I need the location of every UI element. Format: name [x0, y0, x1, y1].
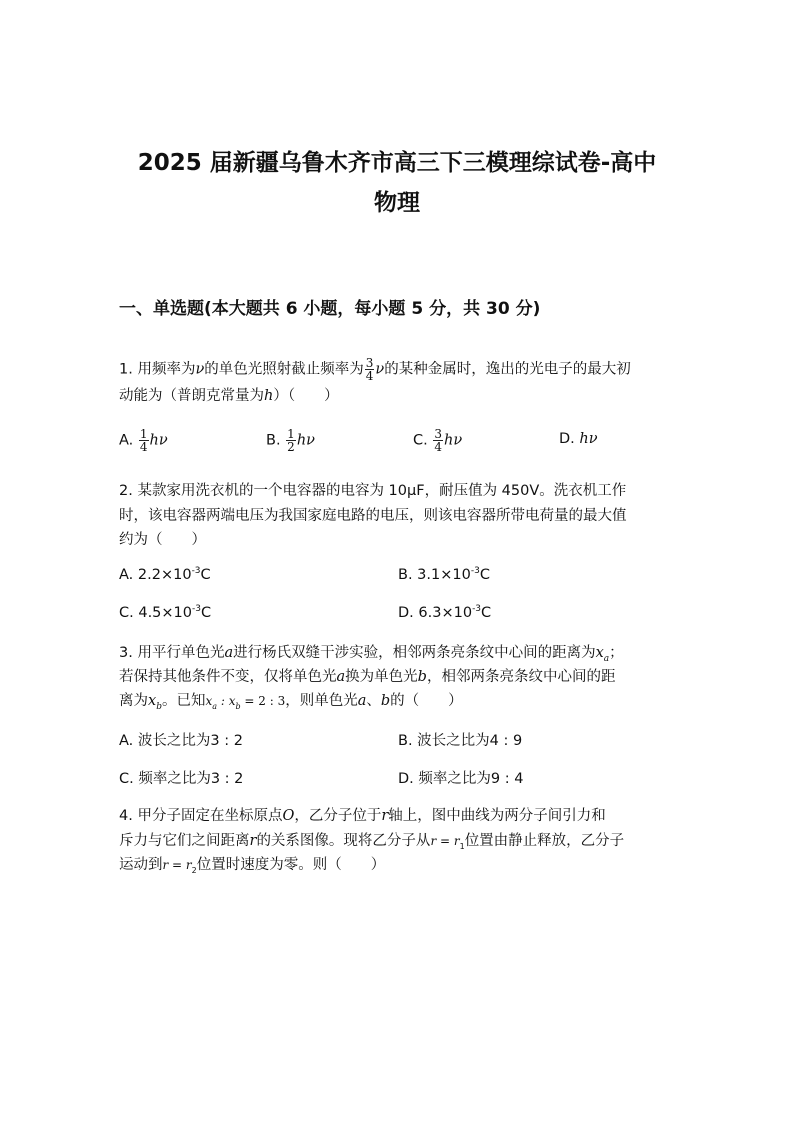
- question-1-line2: 动能为（普朗克常量为h）（ ）: [119, 388, 339, 404]
- question-2-line2: 时，该电容器两端电压为我国家庭电路的电压，则该电容器所带电荷量的最大值: [119, 508, 627, 524]
- q2-option-c: C. $4.5\times 10^{-3}C$: [119, 604, 212, 621]
- section-heading: 一、单选题(本大题共 6 小题，每小题 5 分，共 30 分): [119, 299, 541, 319]
- question-2-line3: 约为（ ）: [119, 532, 206, 548]
- q1-option-a: A. $\frac{1}{4}$ hν: [119, 427, 168, 454]
- q2-option-d: D. $6.3\times 10^{-3}C$: [398, 604, 492, 621]
- question-1-line1: 1. 用频率为ν的单色光照射截止频率为 $\frac{3}{4}$ ν的某种金属时，逸出的光电子的最大初: [119, 356, 631, 383]
- fraction: $\frac{3}{4}$: [365, 356, 374, 383]
- q2-option-a: A. $2.2\times 10^{-3}C$: [119, 566, 211, 583]
- q1-option-c: C. $\frac{3}{4}$ hν: [413, 427, 463, 454]
- question-2-line1: 2. 某款家用洗衣机的一个电容器的电容为 10μF，耐压值为 450V。洗衣机工作: [119, 483, 627, 499]
- question-3-line3: 离为$x_b$。已知$x_a$ : $x_b = 2$ : 3，则单色光a、b的（ ）: [119, 693, 463, 712]
- q3-option-d: D. 频率之比为9 : 4: [398, 771, 524, 787]
- q3-option-a: A. 波长之比为3 : 2: [119, 733, 243, 749]
- question-4-line3: 运动到$r = r_2$位置时速度为零。则（ ）: [119, 857, 386, 875]
- document-title-line2: 物理: [374, 190, 420, 216]
- question-3-line1: 3. 用平行单色光a进行杨氏双缝干涉实验，相邻两条亮条纹中心间的距离为$x_a$；: [119, 645, 624, 664]
- document-title-line1: 2025 届新疆乌鲁木齐市高三下三模理综试卷-高中: [137, 150, 657, 176]
- q1-option-b: B. $\frac{1}{2}$ hν: [266, 427, 315, 454]
- q3-option-b: B. 波长之比为4 : 9: [398, 733, 523, 749]
- question-4-line1: 4. 甲分子固定在坐标原点O，乙分子位于r轴上，图中曲线为两分子间引力和: [119, 808, 606, 824]
- question-4-line2: 斥力与它们之间距离r的关系图像。现将乙分子从$r = r_1$位置由静止释放，乙分子: [119, 833, 625, 851]
- q1-option-d: D. hν: [559, 431, 598, 447]
- question-3-line2: 若保持其他条件不变，仅将单色光a换为单色光b，相邻两条亮条纹中心间的距: [119, 669, 616, 685]
- q3-option-c: C. 频率之比为3 : 2: [119, 771, 244, 787]
- q2-option-b: B. $3.1\times 10^{-3}C$: [398, 566, 490, 583]
